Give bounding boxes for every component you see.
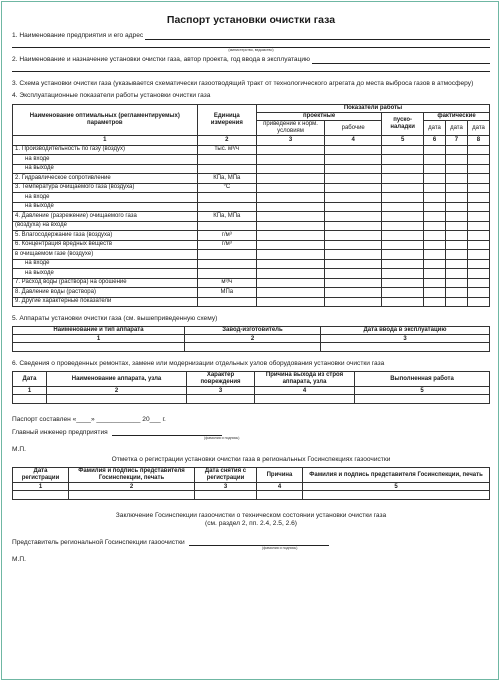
unit-cell [197,269,256,279]
value-cell[interactable] [256,164,324,174]
value-cell[interactable] [382,145,424,155]
value-cell[interactable] [467,174,489,184]
parameter-cell: на выходе [13,269,198,279]
value-cell[interactable] [256,259,324,269]
column-number: 1 [13,387,47,395]
value-cell[interactable] [467,155,489,165]
column-number: 3 [256,136,324,146]
column-number: 3 [321,335,490,343]
column-number: 6 [424,136,446,146]
unit-cell [197,297,256,307]
value-cell[interactable] [382,155,424,165]
value-cell[interactable] [424,155,446,165]
value-cell[interactable] [424,240,446,250]
value-cell[interactable] [325,193,382,203]
unit-cell: г/м³ [197,231,256,241]
value-cell[interactable] [424,145,446,155]
value-cell[interactable] [445,278,467,288]
value-cell[interactable] [256,212,324,222]
stamp-label: М.П. [12,556,26,563]
value-cell[interactable] [445,145,467,155]
header-unit: Единица измерения [197,105,256,136]
value-cell[interactable] [256,202,324,212]
item2-field-line2[interactable] [12,64,490,72]
representative-row [12,538,490,546]
value-cell[interactable] [256,297,324,307]
value-cell[interactable] [445,250,467,260]
registration-header-reason: Причина [257,468,303,483]
value-cell[interactable] [424,250,446,260]
header-param: Наименование оптимальных (регламентируемых) параметров [13,105,198,136]
parameter-cell: на выходе [13,202,198,212]
value-cell[interactable] [325,145,382,155]
item1-field[interactable] [145,32,490,40]
table-cell[interactable] [355,395,490,404]
value-cell[interactable] [445,155,467,165]
unit-cell: °С [197,183,256,193]
value-cell[interactable] [325,288,382,298]
value-cell[interactable] [325,202,382,212]
item1-label: 1. Наименование предприятия и его адрес [12,32,144,39]
value-cell[interactable] [467,269,489,279]
apparatus-header-manufacturer: Завод-изготовитель [185,327,321,335]
table-row [13,183,490,193]
value-cell[interactable] [424,193,446,203]
item4-label: 4. Эксплуатационные показатели работы установки очистки газа [12,92,211,99]
column-number: 1 [13,483,69,491]
table-row [13,164,490,174]
parameter-cell: 6. Концентрация вредных веществ [13,240,198,250]
parameter-cell: на входе [13,259,198,269]
value-cell[interactable] [445,183,467,193]
table-row [13,297,490,307]
table-row [13,288,490,298]
value-cell[interactable] [467,259,489,269]
column-number: 3 [195,483,257,491]
column-number: 4 [255,387,355,395]
value-cell[interactable] [382,174,424,184]
column-number: 7 [445,136,467,146]
conclusion-line-1: Заключение Госинспекции газоочистки о техническом состоянии установки очистки газа [115,512,387,519]
item6-label: 6. Сведения о проведенных ремонтах, замене или модернизации отдельных узлов оборудования установки очистки газа [12,360,385,367]
value-cell[interactable] [256,231,324,241]
table-row [13,231,490,241]
table-row [13,193,490,203]
value-cell[interactable] [325,221,382,231]
column-number: 5 [382,136,424,146]
repairs-header-date: Дата [13,372,47,387]
table-row [13,221,490,231]
value-cell[interactable] [445,240,467,250]
value-cell[interactable] [325,155,382,165]
header-normal: приведение к норм. условиям [256,121,324,136]
value-cell[interactable] [445,259,467,269]
value-cell[interactable] [325,231,382,241]
value-cell[interactable] [424,212,446,222]
value-cell[interactable] [325,212,382,222]
item2-field[interactable] [312,56,490,64]
value-cell[interactable] [424,174,446,184]
header-actual: фактические [424,113,490,121]
parameter-cell: на выходе [13,164,198,174]
value-cell[interactable] [445,288,467,298]
value-cell[interactable] [382,193,424,203]
parameter-cell: 7. Расход воды (раствора) на орошение [13,278,198,288]
value-cell[interactable] [467,193,489,203]
value-cell[interactable] [424,259,446,269]
table-row [13,259,490,269]
chief-hint: (фамилия и подпись) [204,436,240,440]
value-cell[interactable] [467,183,489,193]
value-cell[interactable] [467,250,489,260]
unit-cell: МПа [197,288,256,298]
repairs-header-apparatus: Наименование аппарата, узла [47,372,187,387]
value-cell[interactable] [445,193,467,203]
value-cell[interactable] [325,240,382,250]
value-cell[interactable] [382,297,424,307]
value-cell[interactable] [256,221,324,231]
table-row [13,240,490,250]
value-cell[interactable] [256,193,324,203]
header-startup: пуско- наладки [382,113,424,136]
value-cell[interactable] [445,269,467,279]
passport-form [1,1,499,680]
apparatus-table [12,326,490,352]
column-number: 5 [303,483,490,491]
value-cell[interactable] [256,288,324,298]
value-cell[interactable] [256,250,324,260]
table-row [13,269,490,279]
column-number: 4 [325,136,382,146]
table-row [13,491,490,500]
item2-row [12,56,490,64]
table-row [13,145,490,155]
value-cell[interactable] [382,221,424,231]
unit-cell [197,193,256,203]
header-working: рабочие [325,121,382,136]
representative-hint: (фамилия и подпись) [262,546,298,550]
value-cell[interactable] [424,297,446,307]
value-cell[interactable] [424,278,446,288]
unit-cell [197,259,256,269]
value-cell[interactable] [325,297,382,307]
unit-cell: тыс. м³/ч [197,145,256,155]
unit-cell: КПа, МПа [197,212,256,222]
conclusion-line-2: (см. раздел 2, пп. 2.4, 2.5, 2.6) [205,520,297,527]
value-cell[interactable] [445,231,467,241]
page-title: Паспорт установки очистки газа [166,14,336,26]
chief-row [12,428,490,436]
value-cell[interactable] [467,288,489,298]
item1-field-line2[interactable] [12,40,490,48]
table-cell[interactable] [195,491,257,500]
unit-cell: г/м³ [197,240,256,250]
table-cell[interactable] [255,395,355,404]
header-date-2: дата [445,121,467,136]
value-cell[interactable] [467,231,489,241]
parameter-cell: в очищаемом газе (воздухе) [13,250,198,260]
value-cell[interactable] [424,231,446,241]
value-cell[interactable] [445,297,467,307]
value-cell[interactable] [445,202,467,212]
table-row [13,202,490,212]
registration-title: Отметка о регистрации установки очистки газа в региональных Госинспекциях газоочистки [111,456,391,463]
value-cell[interactable] [325,259,382,269]
apparatus-header-name: Наименование и тип аппарата [13,327,185,335]
chief-label: Главный инженер предприятия [12,429,108,436]
value-cell[interactable] [325,174,382,184]
parameter-cell: на входе [13,193,198,203]
representative-label: Представитель региональной Госинспекции газоочистки [12,539,185,546]
value-cell[interactable] [382,202,424,212]
value-cell[interactable] [256,155,324,165]
registration-header-signature-2: Фамилия и подпись представителя Госинспекции, печать [303,468,490,483]
registration-header-date: Дата регистрации [13,468,69,483]
parameter-cell: 2. Гидравлическое сопротивление [13,174,198,184]
value-cell[interactable] [382,212,424,222]
value-cell[interactable] [467,278,489,288]
table-cell[interactable] [69,491,195,500]
value-cell[interactable] [382,278,424,288]
value-cell[interactable] [256,240,324,250]
registration-table [12,467,490,500]
value-cell[interactable] [256,183,324,193]
column-number: 1 [13,335,185,343]
value-cell[interactable] [325,183,382,193]
value-cell[interactable] [424,269,446,279]
header-indicators: Показатели работы [256,105,489,113]
table-cell[interactable] [257,491,303,500]
column-number: 8 [467,136,489,146]
column-number: 2 [185,335,321,343]
value-cell[interactable] [382,183,424,193]
column-numbers-row [13,136,490,146]
repairs-header-cause: Причина выхода из строя аппарата, узла [255,372,355,387]
unit-cell [197,221,256,231]
value-cell[interactable] [256,145,324,155]
stamp-label: М.П. [12,446,26,453]
apparatus-header-date: Дата ввода в эксплуатацию [321,327,490,335]
unit-cell [197,164,256,174]
value-cell[interactable] [424,202,446,212]
item1-hint: (министерство, ведомство) [228,48,274,52]
table-row [13,250,490,260]
table-cell[interactable] [303,491,490,500]
table-row [13,278,490,288]
column-number: 5 [355,387,490,395]
item5-label: 5. Аппараты установки очистки газа (см. вышеприведенную схему) [12,315,218,322]
repairs-header-damage: Характер повреждения [187,372,255,387]
value-cell[interactable] [424,164,446,174]
parameter-cell: 9. Другие характерные показатели [13,297,198,307]
parameter-cell: 1. Производительность по газу (воздух) [13,145,198,155]
registration-header-signature: Фамилия и подпись представителя Госинспекции, печать [69,468,195,483]
value-cell[interactable] [256,278,324,288]
value-cell[interactable] [382,259,424,269]
header-date-1: дата [424,121,446,136]
value-cell[interactable] [424,288,446,298]
registration-header-removal: Дата снятия с регистрации [195,468,257,483]
value-cell[interactable] [467,145,489,155]
value-cell[interactable] [325,164,382,174]
value-cell[interactable] [325,269,382,279]
value-cell[interactable] [467,297,489,307]
item1-row [12,32,490,40]
value-cell[interactable] [256,174,324,184]
value-cell[interactable] [256,269,324,279]
value-cell[interactable] [445,221,467,231]
parameter-cell: 4. Давление (разрежение) очищаемого газа [13,212,198,222]
header-design: проектные [256,113,381,121]
table-row [13,395,490,404]
value-cell[interactable] [382,231,424,241]
parameter-cell: 5. Влагосодержание газа (воздуха) [13,231,198,241]
table-cell[interactable] [13,343,185,352]
chief-signature-field[interactable] [112,428,222,436]
table-row [13,155,490,165]
parameter-cell: (воздуха) на входе [13,221,198,231]
table-cell[interactable] [13,395,47,404]
header-date-3: дата [467,121,489,136]
representative-signature-field[interactable] [189,538,329,546]
value-cell[interactable] [382,164,424,174]
value-cell[interactable] [325,278,382,288]
value-cell[interactable] [382,269,424,279]
unit-cell [197,202,256,212]
repairs-header-work: Выполненная работа [355,372,490,387]
value-cell[interactable] [382,250,424,260]
performance-table [12,104,490,307]
column-number: 3 [187,387,255,395]
value-cell[interactable] [467,212,489,222]
value-cell[interactable] [424,183,446,193]
value-cell[interactable] [445,174,467,184]
column-number: 2 [69,483,195,491]
value-cell[interactable] [467,240,489,250]
unit-cell [197,155,256,165]
value-cell[interactable] [325,250,382,260]
table-row [13,174,490,184]
item3-label: 3. Схема установки очистки газа (указывается схематически газоотводящий тракт от технологического агрегата до места выброса газов в атмосферу) [12,80,474,87]
unit-cell: м³/ч [197,278,256,288]
value-cell[interactable] [424,221,446,231]
value-cell[interactable] [445,212,467,222]
unit-cell [197,250,256,260]
parameter-cell: 3. Температура очищаемого газа (воздуха) [13,183,198,193]
table-row [13,212,490,222]
column-number: 4 [257,483,303,491]
value-cell[interactable] [382,240,424,250]
table-cell[interactable] [321,343,490,352]
value-cell[interactable] [467,221,489,231]
item2-label: 2. Наименование и назначение установки очистки газа, автор проекта, год ввода в эксплуатацию [12,56,310,63]
table-cell[interactable] [13,491,69,500]
value-cell[interactable] [445,164,467,174]
table-cell[interactable] [185,343,321,352]
table-cell[interactable] [47,395,187,404]
column-number: 2 [47,387,187,395]
passport-date: Паспорт составлен «____» ____________ 20___ г. [12,416,166,423]
value-cell[interactable] [382,288,424,298]
table-cell[interactable] [187,395,255,404]
value-cell[interactable] [467,164,489,174]
parameter-cell: 8. Давление воды (раствора) [13,288,198,298]
column-number: 1 [13,136,198,146]
column-number: 2 [197,136,256,146]
table-row [13,343,490,352]
parameter-cell: на входе [13,155,198,165]
value-cell[interactable] [467,202,489,212]
unit-cell: КПа, МПа [197,174,256,184]
repairs-table [12,371,490,404]
